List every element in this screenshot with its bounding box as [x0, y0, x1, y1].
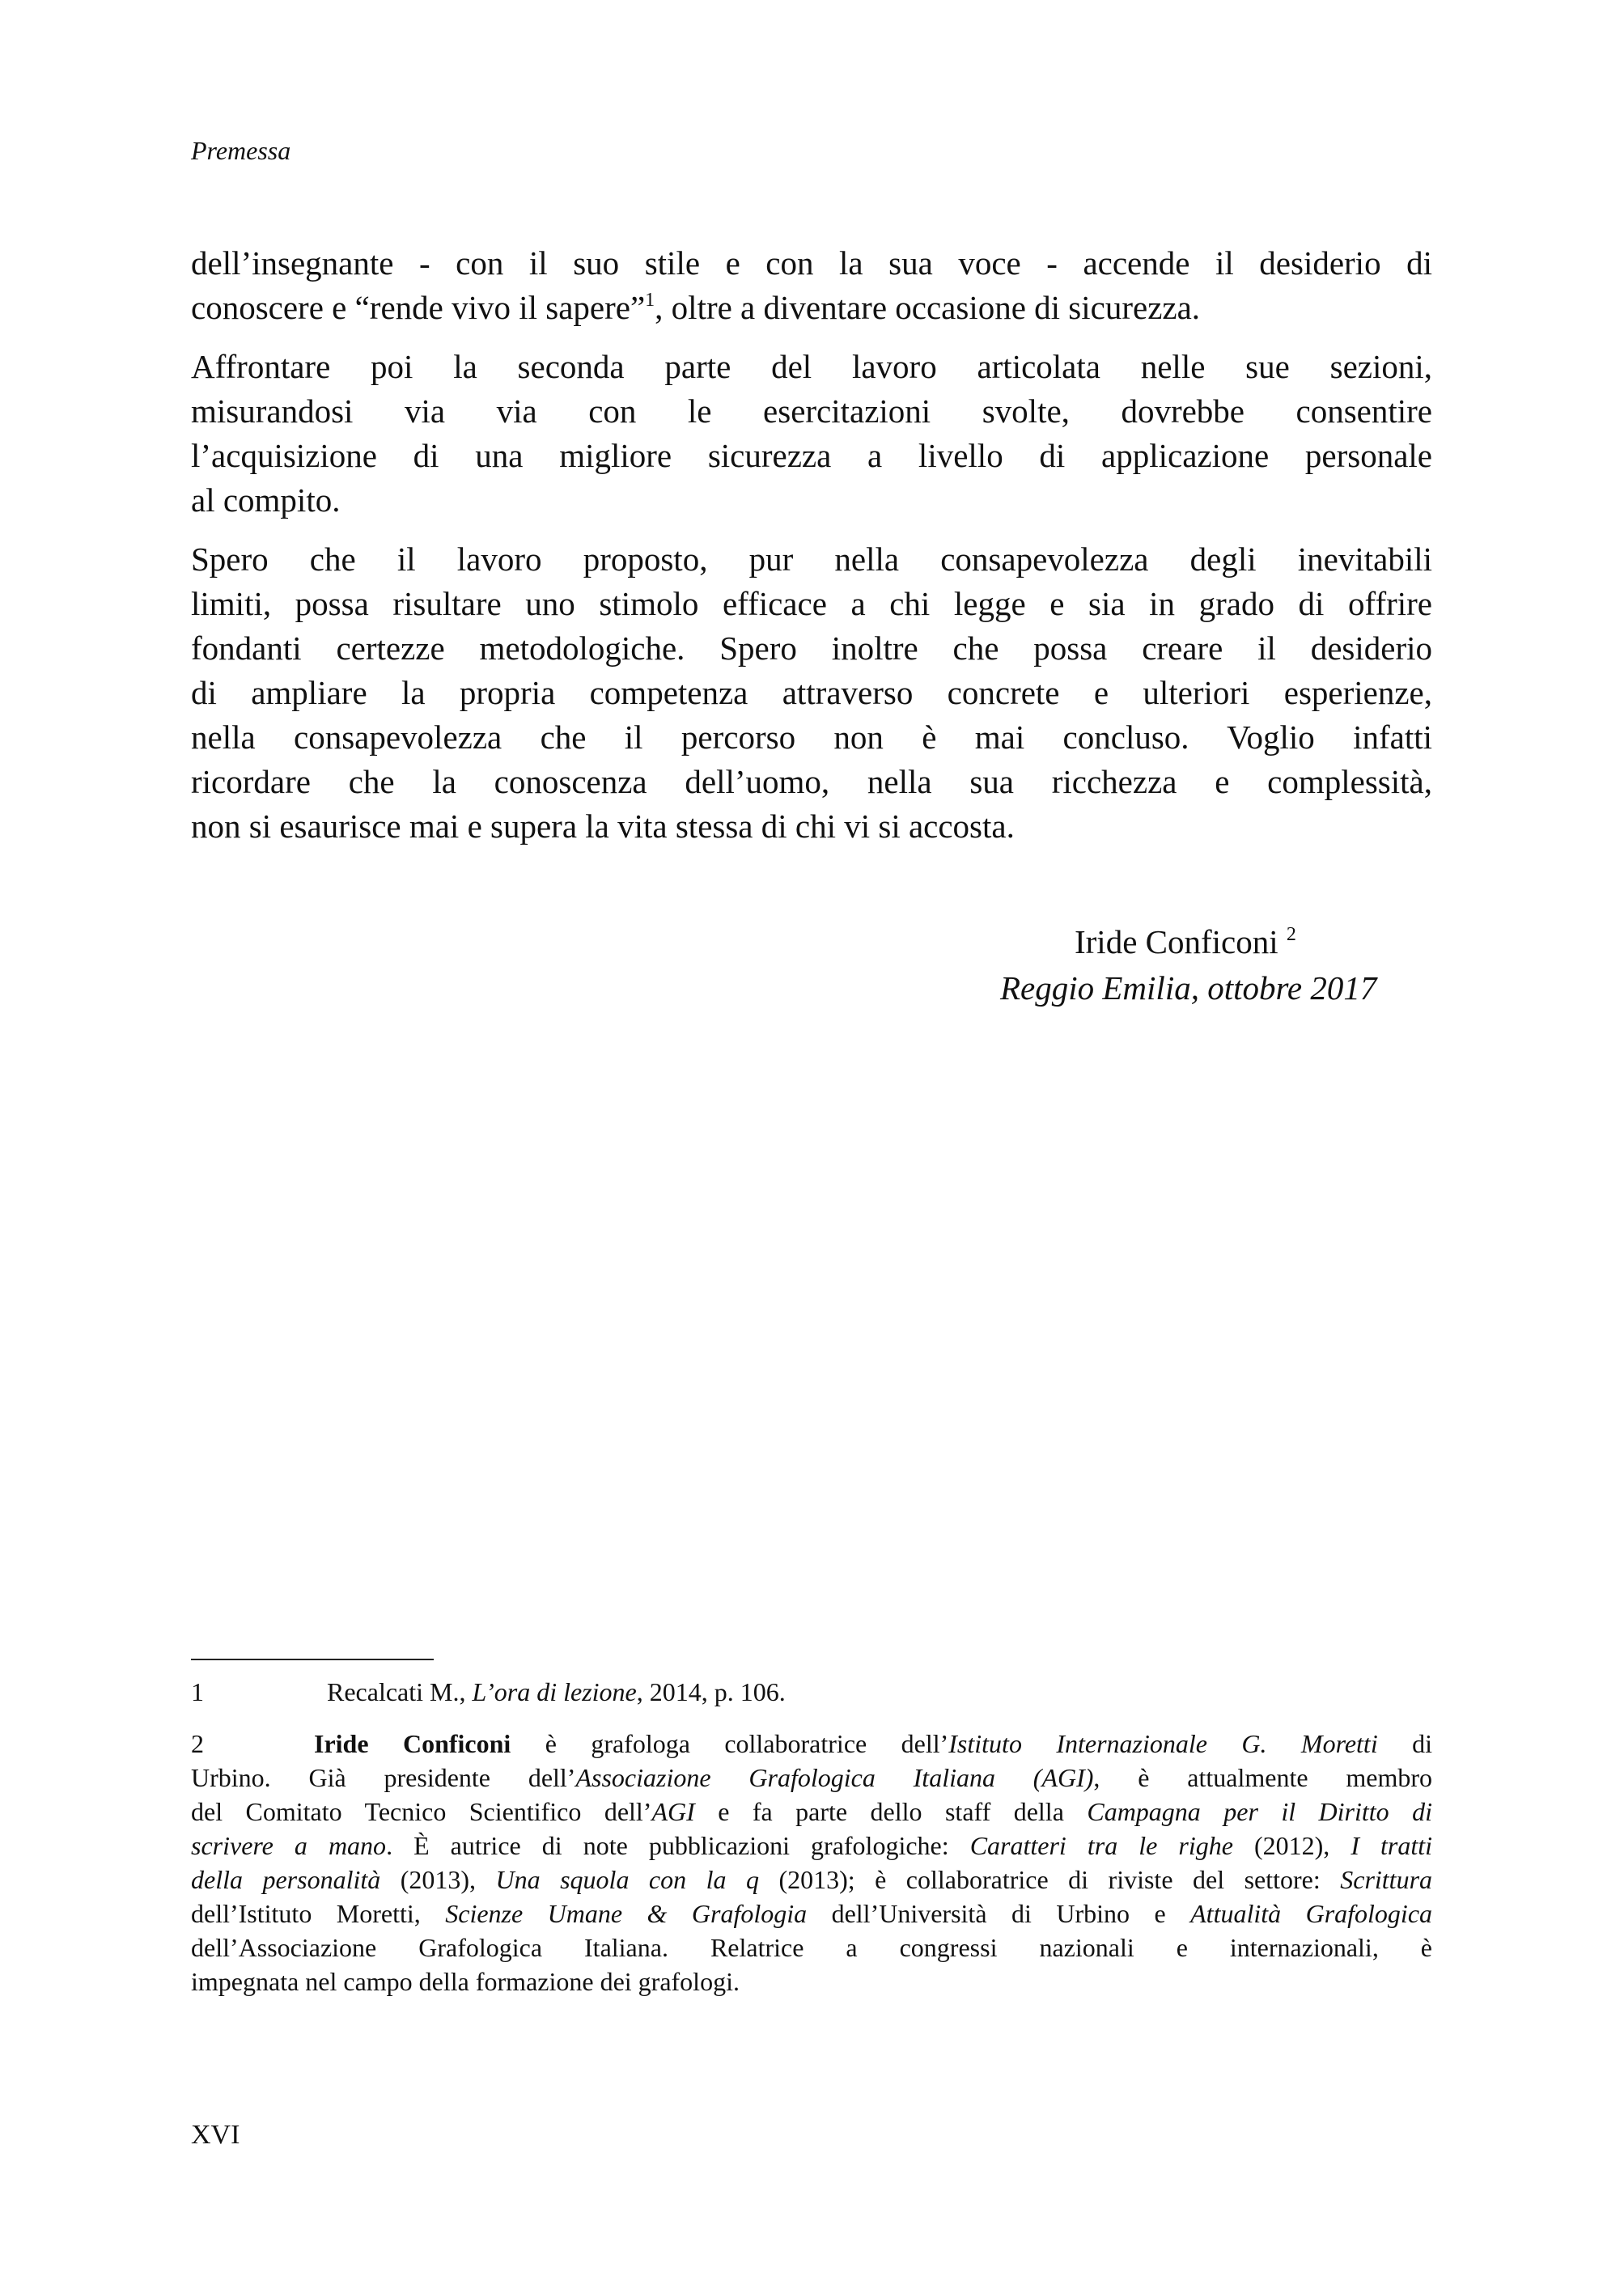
text-line: nella consapevolezza che il percorso non è mai concluso. Voglio infatti [191, 718, 1432, 756]
text-line: l’acquisizione di una migliore sicurezza a livello di applicazione personale [191, 437, 1432, 474]
footnote-line: della personalità (2013), Una squola con la q (2013); è collaboratrice di riviste del settore: Scrittura [191, 1865, 1433, 1894]
page-number: XVI [191, 2120, 240, 2150]
footnote-line: dell’Associazione Grafologica Italiana. Relatrice a congressi nazionali e internazionali, è [191, 1933, 1432, 1962]
paragraph-3 [191, 537, 1432, 849]
footnotes [191, 1675, 1432, 1998]
body-text [191, 241, 1432, 863]
footnote-line: dell’Istituto Moretti, Scienze Umane & Grafologia dell’Università di Urbino e Attualità Grafologica [191, 1899, 1433, 1928]
footnote-1: 1 Recalcati M., L’ora di lezione, 2014, p. 106. [191, 1675, 1432, 1709]
footnote-ref-1[interactable]: 1 [645, 290, 655, 311]
running-head: Premessa [191, 136, 291, 165]
text-line: misurandosi via via con le esercitazioni svolte, dovrebbe consentire [191, 392, 1432, 430]
signature-place-date: Reggio Emilia, ottobre 2017 [1000, 969, 1377, 1007]
signature-name: Iride Conficoni $^2$ [1075, 923, 1296, 960]
text-line: dell’insegnante - con il suo stile e con la sua voce - accende il desiderio di [191, 244, 1432, 282]
text-line: Affrontare poi la seconda parte del lavoro articolata nelle sue sezioni, [191, 348, 1432, 385]
text-line: limiti, possa risultare uno stimolo efficace a chi legge e sia in grado di offrire [191, 585, 1432, 622]
footnote-line: impegnata nel campo della formazione dei grafologi. [191, 1967, 740, 1996]
text-line: non si esaurisce mai e supera la vita stessa di chi vi si accosta. [191, 807, 1015, 845]
footnote-line: scrivere a mano. È autrice di note pubblicazioni grafologiche: Caratteri tra le righe (2012), I tratti [191, 1831, 1433, 1860]
paragraph-1 [191, 241, 1432, 330]
footnote-number: 1 [191, 1677, 204, 1706]
text-line: al compito. [191, 481, 341, 519]
footnote-line: Urbino. Già presidente dell’Associazione Grafologica Italiana (AGI), è attualmente membro [191, 1763, 1433, 1792]
footnote-line: del Comitato Tecnico Scientifico dell’AGI e fa parte dello staff della Campagna per il Diritto di [191, 1797, 1433, 1826]
footnote-2 [191, 1727, 1432, 1998]
text-line: Spero che il lavoro proposto, pur nella consapevolezza degli inevitabili [191, 540, 1432, 578]
footnote-ref-2[interactable]: 2 [1286, 924, 1296, 945]
text-line: fondanti certezze metodologiche. Spero inoltre che possa creare il desiderio [191, 629, 1432, 667]
text-line: conoscere e “rende vivo il sapere”$^1$, oltre a diventare occasione di sicurezza. [191, 289, 1201, 326]
text-line: di ampliare la propria competenza attraverso concrete e ulteriori esperienze, [191, 674, 1432, 711]
footnote-number: 2 [191, 1729, 204, 1758]
footnote-separator [191, 1659, 434, 1660]
text-line: ricordare che la conoscenza dell’uomo, nella sua ricchezza e complessità, [191, 763, 1432, 800]
paragraph-2 [191, 345, 1432, 523]
footnote-line: 2 Iride Conficoni è grafologa collaboratrice dell’Istituto Internazionale G. Moretti di [191, 1727, 1432, 1761]
